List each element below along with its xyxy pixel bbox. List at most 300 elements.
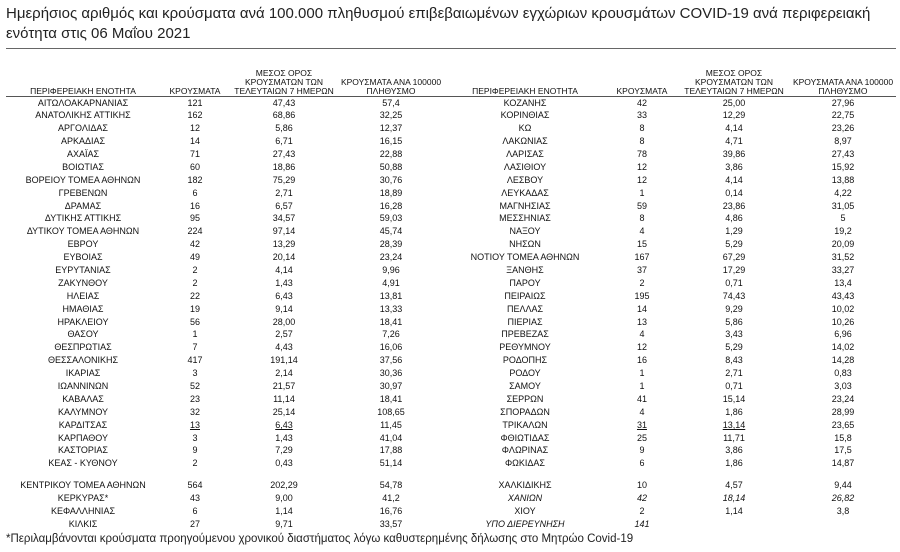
left-cases-value: 16 xyxy=(189,200,200,211)
right-avg7-value: 8,43 xyxy=(725,355,743,366)
right-per100k-value: 6,96 xyxy=(834,329,852,340)
left-per100k-value: 11,45 xyxy=(380,419,402,430)
table-row xyxy=(6,431,896,444)
right-per100k-value: 26,82 xyxy=(831,493,855,504)
left-per100k-value: 23,24 xyxy=(379,252,403,263)
table-row xyxy=(6,276,896,289)
left-region-name: ΘΕΣΠΡΩΤΙΑΣ xyxy=(54,342,112,353)
left-region-name: ΙΚΑΡΙΑΣ xyxy=(65,368,101,379)
left-per100k-value: 16,15 xyxy=(379,136,403,147)
left-avg7-value: 2,57 xyxy=(275,329,293,340)
left-cases-value: 3 xyxy=(192,432,198,443)
right-per100k-value xyxy=(790,518,896,531)
left-per100k-value: 18,89 xyxy=(379,187,403,198)
left-per100k-value: 50,88 xyxy=(379,161,403,172)
left-region-name: ΚΕΦΑΛΛΗΝΙΑΣ xyxy=(50,506,116,517)
right-per100k-value: 22,75 xyxy=(831,110,855,121)
right-cases-value: 2 xyxy=(639,506,645,517)
left-avg7-value: 7,29 xyxy=(275,445,293,456)
right-avg7-value: 4,57 xyxy=(725,480,743,491)
spacer-cell xyxy=(6,470,896,479)
left-region-name: ΑΡΓΟΛΙΔΑΣ xyxy=(58,123,108,134)
left-avg7-value: 2,71 xyxy=(275,187,293,198)
left-cases-value: 417 xyxy=(187,355,203,366)
table-row xyxy=(6,405,896,418)
right-avg7-value: 1,14 xyxy=(725,506,743,517)
table-row xyxy=(6,135,896,148)
left-region-name: ΗΜΑΘΙΑΣ xyxy=(62,303,104,314)
right-per100k-value: 27,96 xyxy=(790,96,896,109)
right-region-name: ΚΩ xyxy=(518,123,532,134)
right-region-name: ΚΟΖΑΝΗΣ xyxy=(444,96,606,109)
right-cases-value: 1 xyxy=(639,368,645,379)
left-region-name: ΚΑΡΠΑΘΟΥ xyxy=(57,432,109,443)
left-cases-value: 6 xyxy=(192,506,198,517)
left-cases-value: 2 xyxy=(192,265,198,276)
table-row xyxy=(6,392,896,405)
right-cases-value: 42 xyxy=(606,96,678,109)
right-cases-value: 12 xyxy=(636,161,647,172)
left-cases-value: 12 xyxy=(189,123,200,134)
left-region-name: ΚΕΑΣ - ΚΥΘΝΟΥ xyxy=(48,458,118,469)
right-per100k-value: 23,65 xyxy=(831,419,855,430)
header-avg7: ΜΕΣΟΣ ΟΡΟΣ ΚΡΟΥΣΜΑΤΩΝ ΤΩΝ ΤΕΛΕΥΤΑΙΩΝ 7 ΗΜΕΡΩΝ xyxy=(234,67,334,96)
left-avg7-value: 0,43 xyxy=(275,458,293,469)
right-region-name: ΛΑΣΙΘΙΟΥ xyxy=(503,161,547,172)
right-avg7-value: 18,14 xyxy=(722,493,746,504)
right-cases-value: 31 xyxy=(636,419,647,430)
right-per100k-value: 31,52 xyxy=(831,252,855,263)
left-per100k-value: 17,88 xyxy=(379,445,403,456)
header-cases: ΚΡΟΥΣΜΑΤΑ xyxy=(616,85,668,96)
right-region-name: ΠΕΙΡΑΙΩΣ xyxy=(504,290,546,301)
left-cases-value: 6 xyxy=(192,187,198,198)
left-region-name: ΕΥΡΥΤΑΝΙΑΣ xyxy=(55,265,111,276)
right-region-name: ΠΙΕΡΙΑΣ xyxy=(507,316,543,327)
right-region-name: ΝΑΞΟΥ xyxy=(509,226,541,237)
left-cases-value: 162 xyxy=(187,110,203,121)
right-cases-value: 9 xyxy=(639,445,645,456)
header-unit: ΠΕΡΙΦΕΡΕΙΑΚΗ ΕΝΟΤΗΤΑ xyxy=(472,85,578,96)
left-cases-value: 22 xyxy=(189,290,200,301)
table-row xyxy=(6,444,896,457)
table-row xyxy=(6,341,896,354)
left-per100k-value: 30,36 xyxy=(379,368,403,379)
right-avg7-value: 5,29 xyxy=(725,239,743,250)
left-cases-value: 27 xyxy=(189,518,200,529)
table-row xyxy=(6,457,896,470)
left-region-name: ΘΑΣΟΥ xyxy=(67,329,99,340)
right-region-name: ΦΩΚΙΔΑΣ xyxy=(505,458,545,469)
left-avg7-value: 13,29 xyxy=(272,239,296,250)
left-cases-value: 121 xyxy=(160,96,230,109)
right-region-name: ΜΑΓΝΗΣΙΑΣ xyxy=(499,200,551,211)
left-per100k-value: 59,03 xyxy=(379,213,403,224)
right-cases-value: 16 xyxy=(636,355,647,366)
table-row xyxy=(6,264,896,277)
right-avg7-value: 13,14 xyxy=(722,419,746,430)
left-avg7-value: 2,14 xyxy=(275,368,293,379)
right-avg7-value: 0,71 xyxy=(725,381,743,392)
right-cases-value: 78 xyxy=(636,149,647,159)
right-per100k-value: 15,92 xyxy=(831,161,855,172)
left-per100k-value: 54,78 xyxy=(379,480,403,491)
right-cases-value: 2 xyxy=(639,277,645,288)
left-cases-value: 52 xyxy=(189,381,200,392)
table-row xyxy=(6,173,896,186)
right-avg7-value: 4,86 xyxy=(725,213,743,224)
right-cases-value: 167 xyxy=(634,252,650,263)
right-cases-value: 15 xyxy=(636,239,647,250)
right-per100k-value: 10,02 xyxy=(831,303,855,314)
row-spacer xyxy=(6,470,896,479)
left-per100k-value: 9,96 xyxy=(382,265,400,276)
left-region-name: ΒΟΙΩΤΙΑΣ xyxy=(62,161,104,172)
right-per100k-value: 5 xyxy=(840,213,846,224)
left-avg7-value: 6,57 xyxy=(275,200,293,211)
table-row xyxy=(6,160,896,173)
right-avg7-value: 1,86 xyxy=(725,406,743,417)
right-per100k-value: 8,97 xyxy=(834,136,852,147)
left-cases-value: 32 xyxy=(189,406,200,417)
table-header-row xyxy=(6,62,896,96)
right-cases-value: 4 xyxy=(639,329,645,340)
right-region-name: ΛΕΥΚΑΔΑΣ xyxy=(501,187,549,198)
header-unit: ΠΕΡΙΦΕΡΕΙΑΚΗ ΕΝΟΤΗΤΑ xyxy=(30,85,136,96)
left-region-name: ΚΕΝΤΡΙΚΟΥ ΤΟΜΕΑ ΑΘΗΝΩΝ xyxy=(20,480,146,491)
left-cases-value: 2 xyxy=(192,458,198,469)
left-per100k-value: 12,37 xyxy=(379,123,403,134)
table-row xyxy=(6,289,896,302)
right-avg7-value: 74,43 xyxy=(722,290,746,301)
left-per100k-value: 57,4 xyxy=(338,96,444,109)
left-avg7-value: 27,43 xyxy=(272,149,296,159)
left-per100k-value: 108,65 xyxy=(377,406,405,417)
left-region-name: ΚΙΛΚΙΣ xyxy=(68,518,98,529)
right-cases-value: 12 xyxy=(636,174,647,185)
left-region-name: ΑΧΑΪΑΣ xyxy=(66,149,100,159)
table-row xyxy=(6,479,896,492)
right-cases-value: 25 xyxy=(636,432,647,443)
right-region-name: ΣΕΡΡΩΝ xyxy=(506,393,544,404)
right-cases-value: 6 xyxy=(639,458,645,469)
right-avg7-value: 23,86 xyxy=(722,200,746,211)
right-cases-value: 13 xyxy=(636,316,647,327)
header-avg7: ΜΕΣΟΣ ΟΡΟΣ ΚΡΟΥΣΜΑΤΩΝ ΤΩΝ ΤΕΛΕΥΤΑΙΩΝ 7 ΗΜΕΡΩΝ xyxy=(684,67,784,96)
right-per100k-value: 9,44 xyxy=(834,480,852,491)
right-region-name: ΛΑΚΩΝΙΑΣ xyxy=(502,136,548,147)
table-row xyxy=(6,251,896,264)
left-avg7-value: 20,14 xyxy=(272,252,296,263)
table-row xyxy=(6,418,896,431)
left-region-name: ΔΥΤΙΚΗΣ ΑΤΤΙΚΗΣ xyxy=(44,213,122,224)
left-avg7-value: 75,29 xyxy=(272,174,296,185)
table-row xyxy=(6,199,896,212)
right-avg7-value: 1,29 xyxy=(725,226,743,237)
right-cases-value: 195 xyxy=(634,290,650,301)
right-avg7-value xyxy=(678,518,790,531)
header-per100k: ΚΡΟΥΣΜΑΤΑ ΑΝΑ 100000 ΠΛΗΘΥΣΜΟ xyxy=(792,76,894,96)
right-cases-value: 14 xyxy=(636,303,647,314)
right-region-name: ΜΕΣΣΗΝΙΑΣ xyxy=(499,213,551,224)
left-per100k-value: 16,76 xyxy=(379,506,403,517)
left-region-name: ΔΡΑΜΑΣ xyxy=(64,200,102,211)
right-avg7-value: 12,29 xyxy=(722,110,746,121)
right-per100k-value: 19,2 xyxy=(834,226,852,237)
left-cases-value: 60 xyxy=(189,161,200,172)
right-avg7-value: 1,86 xyxy=(725,458,743,469)
table-row xyxy=(6,225,896,238)
right-avg7-value: 0,14 xyxy=(725,187,743,198)
footnote: *Περιλαμβάνονται κρούσματα προηγούμενου χρονικού διαστήματος λόγω καθυστερημένης δήλωσης στο Μητρώο Covid-19 xyxy=(6,533,634,545)
left-region-name: ΒΟΡΕΙΟΥ ΤΟΜΕΑ ΑΘΗΝΩΝ xyxy=(25,174,141,185)
right-region-name: ΧΑΝΙΩΝ xyxy=(507,493,543,504)
table-row xyxy=(6,492,896,505)
right-per100k-value: 14,28 xyxy=(831,355,855,366)
right-avg7-value: 5,86 xyxy=(725,316,743,327)
right-cases-value: 8 xyxy=(639,123,645,134)
left-per100k-value: 13,33 xyxy=(379,303,403,314)
right-avg7-value: 3,86 xyxy=(725,161,743,172)
table-row xyxy=(6,186,896,199)
left-avg7-value: 21,57 xyxy=(272,381,296,392)
left-avg7-value: 6,43 xyxy=(275,290,293,301)
right-per100k-value: 23,24 xyxy=(831,393,855,404)
right-per100k-value: 43,43 xyxy=(831,290,855,301)
table-row xyxy=(6,212,896,225)
left-cases-value: 49 xyxy=(189,252,200,263)
right-cases-value: 1 xyxy=(639,187,645,198)
left-per100k-value: 41,2 xyxy=(382,493,400,504)
right-per100k-value: 20,09 xyxy=(831,239,855,250)
right-region-name: ΠΕΛΛΑΣ xyxy=(506,303,544,314)
right-region-name: ΤΡΙΚΑΛΩΝ xyxy=(502,419,548,430)
left-region-name: ΔΥΤΙΚΟΥ ΤΟΜΕΑ ΑΘΗΝΩΝ xyxy=(26,226,140,237)
right-avg7-value: 0,71 xyxy=(725,277,743,288)
right-cases-value: 1 xyxy=(639,381,645,392)
left-region-name: ΗΡΑΚΛΕΙΟΥ xyxy=(57,316,109,327)
left-per100k-value: 45,74 xyxy=(379,226,403,237)
table-row xyxy=(6,505,896,518)
left-cases-value: 19 xyxy=(189,303,200,314)
right-cases-value: 8 xyxy=(639,213,645,224)
left-per100k-value: 30,97 xyxy=(379,381,403,392)
right-cases-value: 8 xyxy=(639,136,645,147)
left-per100k-value: 32,25 xyxy=(379,110,403,121)
left-cases-value: 2 xyxy=(192,277,198,288)
left-region-name: ΚΑΣΤΟΡΙΑΣ xyxy=(58,445,108,456)
right-region-name: ΡΟΔΟΠΗΣ xyxy=(502,355,548,366)
right-per100k-value: 0,83 xyxy=(834,368,852,379)
right-per100k-value: 33,27 xyxy=(831,265,855,276)
left-avg7-value: 68,86 xyxy=(272,110,296,121)
table-row xyxy=(6,148,896,161)
left-cases-value: 564 xyxy=(187,480,203,491)
table-row xyxy=(6,380,896,393)
right-per100k-value: 10,26 xyxy=(831,316,855,327)
left-cases-value: 1 xyxy=(192,329,198,340)
left-avg7-value: 34,57 xyxy=(272,213,296,224)
right-avg7-value: 3,86 xyxy=(725,445,743,456)
right-region-name: ΡΕΘΥΜΝΟΥ xyxy=(499,342,551,353)
table-row xyxy=(6,109,896,122)
left-per100k-value: 16,06 xyxy=(379,342,403,353)
right-avg7-value: 3,43 xyxy=(725,329,743,340)
cases-table xyxy=(6,62,896,530)
right-region-name: ΦΛΩΡΙΝΑΣ xyxy=(501,445,549,456)
right-region-name: ΦΘΙΩΤΙΔΑΣ xyxy=(500,432,550,443)
left-per100k-value: 13,81 xyxy=(379,290,403,301)
left-per100k-value: 41,04 xyxy=(379,432,403,443)
right-avg7-value: 4,14 xyxy=(725,174,743,185)
right-region-name: ΧΙΟΥ xyxy=(514,506,536,517)
left-per100k-value: 28,39 xyxy=(379,239,403,250)
left-per100k-value: 51,14 xyxy=(379,458,403,469)
table-row xyxy=(6,302,896,315)
left-avg7-value: 47,43 xyxy=(230,96,338,109)
right-cases-value: 42 xyxy=(636,493,647,504)
left-cases-value: 95 xyxy=(189,213,200,224)
left-region-name: ΖΑΚΥΝΘΟΥ xyxy=(58,277,108,288)
left-avg7-value: 9,14 xyxy=(275,303,293,314)
right-avg7-value: 2,71 xyxy=(725,368,743,379)
left-cases-value: 7 xyxy=(192,342,198,353)
left-region-name: ΕΥΒΟΙΑΣ xyxy=(63,252,103,263)
table-row xyxy=(6,354,896,367)
right-per100k-value: 13,88 xyxy=(831,174,855,185)
top-divider xyxy=(6,48,896,49)
left-cases-value: 224 xyxy=(187,226,203,237)
table-row xyxy=(6,238,896,251)
right-cases-value: 59 xyxy=(636,200,647,211)
right-region-name: ΧΑΛΚΙΔΙΚΗΣ xyxy=(498,480,552,491)
left-avg7-value: 97,14 xyxy=(272,226,296,237)
left-cases-value: 182 xyxy=(187,174,203,185)
left-cases-value: 14 xyxy=(189,136,200,147)
left-avg7-value: 9,71 xyxy=(275,518,293,529)
right-per100k-value: 31,05 xyxy=(831,200,855,211)
right-region-name: ΛΕΣΒΟΥ xyxy=(506,174,544,185)
left-avg7-value: 1,43 xyxy=(275,432,293,443)
left-avg7-value: 6,71 xyxy=(275,136,293,147)
left-avg7-value: 191,14 xyxy=(270,355,298,366)
right-cases-value: 4 xyxy=(639,406,645,417)
right-cases-value: 12 xyxy=(636,342,647,353)
left-avg7-value: 6,43 xyxy=(275,419,293,430)
right-per100k-value: 14,87 xyxy=(831,458,855,469)
left-avg7-value: 18,86 xyxy=(272,161,296,172)
left-region-name: ΗΛΕΙΑΣ xyxy=(66,290,100,301)
left-region-name: ΚΑΛΥΜΝΟΥ xyxy=(57,406,109,417)
left-per100k-value: 30,76 xyxy=(379,174,403,185)
left-region-name: ΚΑΡΔΙΤΣΑΣ xyxy=(58,419,108,430)
left-cases-value: 3 xyxy=(192,368,198,379)
left-per100k-value: 7,26 xyxy=(382,329,400,340)
left-cases-value: 42 xyxy=(189,239,200,250)
right-per100k-value: 14,02 xyxy=(831,342,855,353)
page-title: Ημερήσιος αριθμός και κρούσματα ανά 100.000 πληθυσμού επιβεβαιωμένων εγχώριων κρουσμάτων COVID-19 ανά περιφερειακή ενότητα στις 06 Μαΐου 2021 xyxy=(6,5,871,42)
left-avg7-value: 25,14 xyxy=(272,406,296,417)
table-row xyxy=(6,328,896,341)
right-region-name: ΚΟΡΙΝΘΙΑΣ xyxy=(500,110,550,121)
left-per100k-value: 16,28 xyxy=(379,200,403,211)
right-region-name: ΡΟΔΟΥ xyxy=(509,368,541,379)
left-region-name: ΑΝΑΤΟΛΙΚΗΣ ΑΤΤΙΚΗΣ xyxy=(35,110,131,121)
left-per100k-value: 33,57 xyxy=(379,518,403,529)
right-avg7-value: 15,14 xyxy=(722,393,746,404)
right-avg7-value: 39,86 xyxy=(722,149,746,159)
table-row xyxy=(6,367,896,380)
right-region-name: ΠΡΕΒΕΖΑΣ xyxy=(501,329,549,340)
right-avg7-value: 4,71 xyxy=(725,136,743,147)
right-avg7-value: 25,00 xyxy=(678,96,790,109)
left-cases-value: 43 xyxy=(189,493,200,504)
header-cases: ΚΡΟΥΣΜΑΤΑ xyxy=(169,85,221,96)
left-avg7-value: 202,29 xyxy=(270,480,298,491)
left-region-name: ΚΕΡΚΥΡΑΣ* xyxy=(57,493,109,504)
left-avg7-value: 1,14 xyxy=(275,506,293,517)
right-region-name: ΛΑΡΙΣΑΣ xyxy=(506,149,544,159)
table-row xyxy=(6,315,896,328)
right-avg7-value: 5,29 xyxy=(725,342,743,353)
right-region-name: ΣΑΜΟΥ xyxy=(509,381,541,392)
right-per100k-value: 27,43 xyxy=(831,149,855,159)
right-avg7-value: 17,29 xyxy=(722,265,746,276)
left-avg7-value: 28,00 xyxy=(272,316,296,327)
right-cases-value: 141 xyxy=(634,518,650,529)
left-cases-value: 9 xyxy=(192,445,198,456)
table-row xyxy=(6,122,896,135)
left-avg7-value: 11,14 xyxy=(273,393,295,404)
left-region-name: ΓΡΕΒΕΝΩΝ xyxy=(58,187,108,198)
right-per100k-value: 23,26 xyxy=(831,123,855,134)
left-region-name: ΙΩΑΝΝΙΝΩΝ xyxy=(57,381,109,392)
header-per100k: ΚΡΟΥΣΜΑΤΑ ΑΝΑ 100000 ΠΛΗΘΥΣΜΟ xyxy=(340,76,442,96)
right-per100k-value: 3,8 xyxy=(836,506,850,517)
left-region-name: ΕΒΡΟΥ xyxy=(67,239,99,250)
right-cases-value: 41 xyxy=(636,393,647,404)
right-cases-value: 33 xyxy=(636,110,647,121)
table-row xyxy=(6,96,896,109)
left-per100k-value: 18,41 xyxy=(379,316,403,327)
left-cases-value: 56 xyxy=(189,316,200,327)
left-avg7-value: 4,14 xyxy=(275,265,293,276)
left-per100k-value: 22,88 xyxy=(379,149,403,159)
left-cases-value: 13 xyxy=(189,419,200,430)
left-per100k-value: 4,91 xyxy=(382,277,400,288)
left-region-name: ΚΑΒΑΛΑΣ xyxy=(62,393,104,404)
left-per100k-value: 18,41 xyxy=(379,393,403,404)
right-avg7-value: 67,29 xyxy=(722,252,746,263)
right-per100k-value: 4,22 xyxy=(834,187,852,198)
right-per100k-value: 13,4 xyxy=(834,277,852,288)
left-region-name: ΑΙΤΩΛΟΑΚΑΡΝΑΝΙΑΣ xyxy=(6,96,160,109)
right-region-name: ΝΗΣΩΝ xyxy=(509,239,541,250)
right-per100k-value: 28,99 xyxy=(831,406,855,417)
right-region-name: ΥΠΟ ΔΙΕΡΕΥΝΗΣΗ xyxy=(485,518,565,529)
right-region-name: ΞΑΝΘΗΣ xyxy=(506,265,544,276)
right-avg7-value: 4,14 xyxy=(725,123,743,134)
left-avg7-value: 1,43 xyxy=(275,277,293,288)
left-avg7-value: 9,00 xyxy=(275,493,293,504)
right-region-name: ΝΟΤΙΟΥ ΤΟΜΕΑ ΑΘΗΝΩΝ xyxy=(470,252,580,263)
left-region-name: ΘΕΣΣΑΛΟΝΙΚΗΣ xyxy=(47,355,119,366)
left-per100k-value: 37,56 xyxy=(379,355,403,366)
right-cases-value: 37 xyxy=(636,265,647,276)
left-avg7-value: 5,86 xyxy=(275,123,293,134)
left-cases-value: 23 xyxy=(189,393,200,404)
left-avg7-value: 4,43 xyxy=(275,342,293,353)
